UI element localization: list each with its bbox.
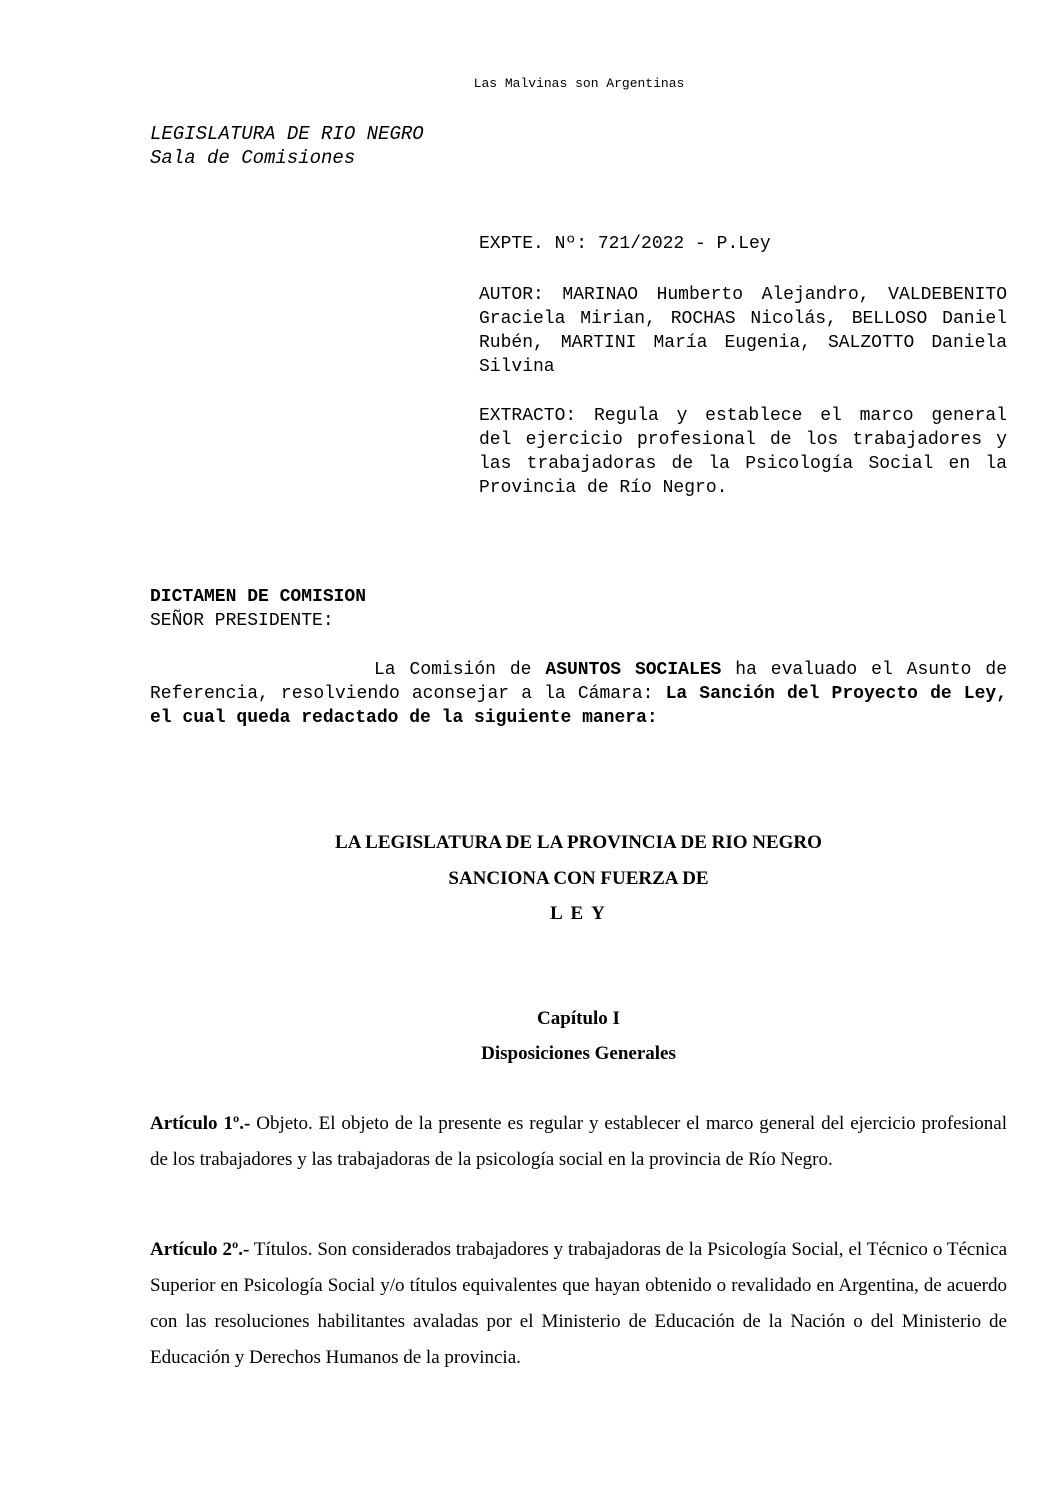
article-2-text: Títulos. Son considerados trabajadores y trabajadoras de la Psicología Social, el Técnico o Técnica Superior en Psicología Social y/o títulos equivalentes que hayan obtenido o revalidado en Argentina, de acuerdo con las resoluciones habilitantes avaladas por el Ministerio de Educación de la Nación o del Ministerio de Educación y Derechos Humanos de la provincia. (150, 1239, 1007, 1368)
expediente-autor: AUTOR: MARINAO Humberto Alejandro, VALDEBENITO Graciela Mirian, ROCHAS Nicolás, BELLOSO Daniel Rubén, MARTINI María Eugenia, SALZOTTO Daniela Silvina (479, 285, 1007, 377)
sanction-line-1: LA LEGISLATURA DE LA PROVINCIA DE RIO NEGRO (335, 832, 822, 853)
article-2-label: Artículo 2º.- (150, 1239, 250, 1260)
expediente-number: EXPTE. Nº: 721/2022 - P.Ley (479, 234, 771, 254)
dictamen-heading: DICTAMEN DE COMISION (150, 587, 367, 607)
dictamen-p-bold-end: La Sanción del Proyecto de Ley, el cual queda redactado de la siguiente manera: (150, 684, 1008, 728)
sanction-line-3: L E Y (550, 903, 607, 924)
dictamen-paragraph (150, 658, 1007, 730)
legislature-subtitle: Sala de Comisiones (150, 147, 356, 169)
header-note: Las Malvinas son Argentinas (473, 76, 685, 91)
sanction-line-2: SANCIONA CON FUERZA DE (448, 868, 709, 889)
article-1 (150, 1106, 1007, 1178)
dictamen-salutation: SEÑOR PRESIDENTE: (150, 611, 334, 631)
dictamen-p-part2: ha evaluado el Asunto de Referencia, resolviendo aconsejar a la Cámara: (150, 660, 1008, 704)
legislature-title: LEGISLATURA DE RIO NEGRO (150, 123, 424, 145)
chapter-title: Capítulo I (537, 1008, 620, 1029)
dictamen-p-part1: La Comisión de (374, 660, 546, 680)
article-2 (150, 1232, 1007, 1376)
chapter-subtitle: Disposiciones Generales (481, 1043, 676, 1064)
article-1-label: Artículo 1º.- (150, 1113, 251, 1134)
article-1-text: Objeto. El objeto de la presente es regular y establecer el marco general del ejercicio profesional de los trabajadores y las trabajadoras de la psicología social en la provincia de Río Negro. (150, 1113, 1007, 1170)
dictamen-commission-name: ASUNTOS SOCIALES (545, 660, 722, 680)
expediente-extracto: EXTRACTO: Regula y establece el marco general del ejercicio profesional de los trabajadores y las trabajadoras de la Psicología Social en la Provincia de Río Negro. (479, 406, 1007, 498)
